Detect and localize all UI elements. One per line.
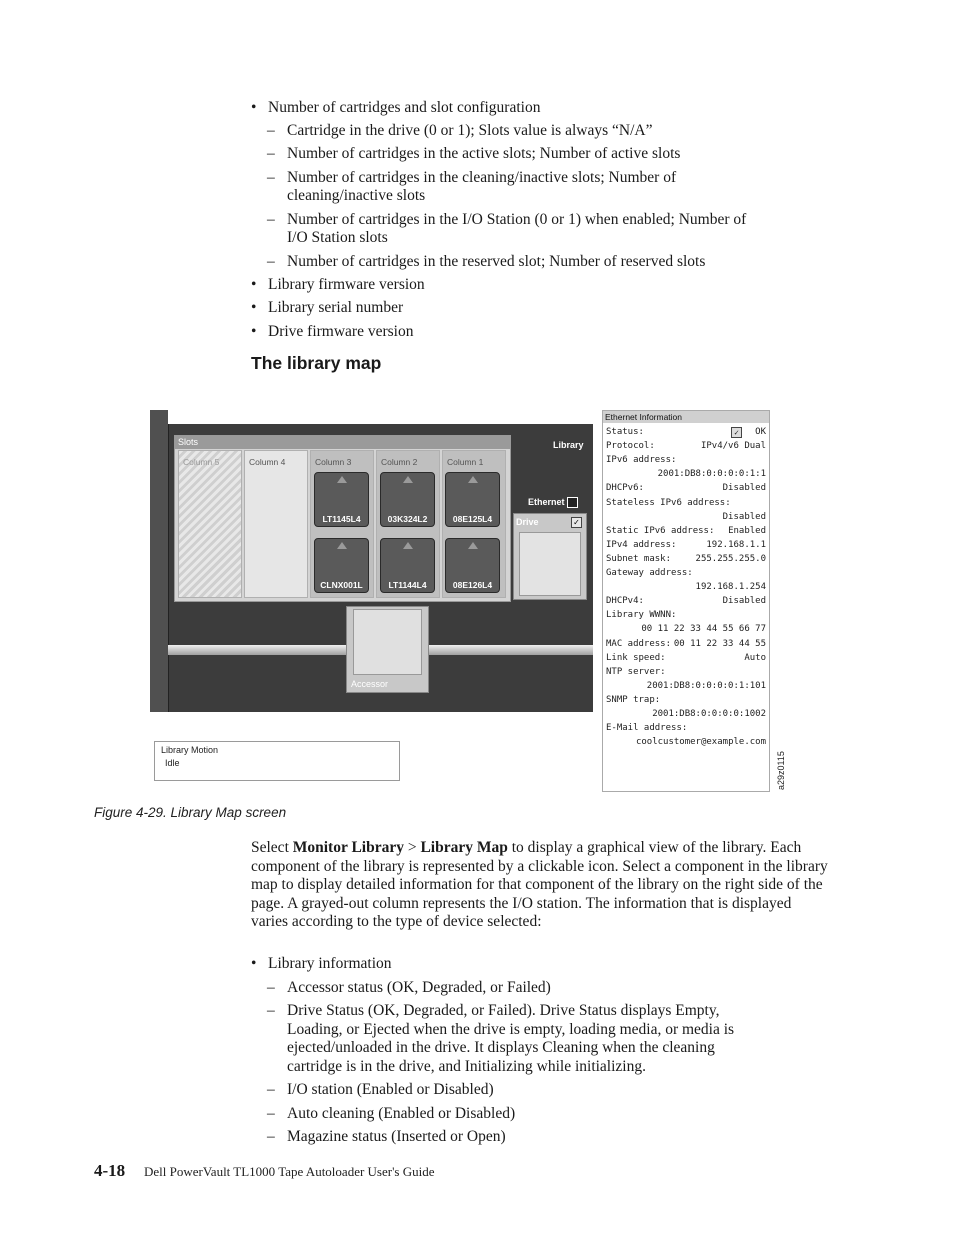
ethernet-info-key: Status: <box>606 427 644 437</box>
ethernet-info-value: Disabled <box>722 596 766 607</box>
ethernet-checkbox-icon <box>567 497 578 508</box>
ethernet-info-row <box>606 653 766 663</box>
accessor-body <box>353 609 422 675</box>
cartridge[interactable]: 08E125L4 <box>445 472 500 527</box>
list-subitem: – Number of cartridges in the cleaning/inactive slots; Number of <box>267 169 677 186</box>
ethernet-info-row <box>606 695 766 705</box>
ethernet-info-row <box>606 554 766 564</box>
ethernet-info-title: Ethernet Information <box>603 411 769 423</box>
check-icon: ✓ <box>731 427 742 438</box>
ethernet-info-key: Link speed: <box>606 652 666 663</box>
list-item: • Library serial number <box>251 299 404 316</box>
list-subitem: – Number of cartridges in the active slots; Number of active slots <box>267 145 681 162</box>
ethernet-info-key: Subnet mask: <box>606 553 672 564</box>
slots-header: Slots <box>175 436 510 449</box>
footer-title: Dell PowerVault TL1000 Tape Autoloader User's Guide <box>144 1164 435 1179</box>
list-subitem: – Accessor status (OK, Degraded, or Failed) <box>267 979 551 996</box>
cartridge-notch-icon <box>403 476 413 483</box>
library-motion-box: Library Motion Idle <box>154 741 400 781</box>
page-number: 4-18 <box>94 1161 126 1180</box>
cartridge-notch-icon <box>403 542 413 549</box>
cartridge-notch-icon <box>337 542 347 549</box>
ethernet-info-key: MAC address: <box>606 638 672 649</box>
ethernet-info-value: Auto <box>744 652 766 663</box>
ethernet-info-key: Stateless IPv6 address: <box>606 497 731 508</box>
ethernet-info-key: NTP server: <box>606 666 666 677</box>
drive-slot <box>519 532 581 596</box>
window-left-bar <box>150 410 169 712</box>
ethernet-info-key: Static IPv6 address: <box>606 525 715 536</box>
list-subitem: – I/O station (Enabled or Disabled) <box>267 1081 494 1098</box>
cartridge[interactable]: LT1144L4 <box>380 538 435 593</box>
column-2[interactable]: Column 2 <box>376 450 440 598</box>
ethernet-info-key: E-Mail address: <box>606 723 688 734</box>
ethernet-info-value: 2001:DB8:0:0:0:0:1:101 <box>646 680 766 691</box>
ethernet-label[interactable]: Ethernet <box>528 497 578 508</box>
ethernet-info-row <box>606 483 766 493</box>
body-paragraph: Select Monitor Library > Library Map to display a graphical view of the library. Each component of the library is represented by a clickable icon. Select a component in the library map to display detailed information for that component of the library on the right side of the page. A grayed-out column represents the I/O station. The information that is displayed varies according to the type of device selected: <box>251 839 828 931</box>
list-subitem-cont: cartridge is in the drive, and Initializing while initializing. <box>287 1058 646 1075</box>
list-subitem: – Number of cartridges in the reserved slot; Number of reserved slots <box>267 253 706 270</box>
ethernet-info-key: Gateway address: <box>606 568 693 578</box>
list-subitem: – Cartridge in the drive (0 or 1); Slots value is always “N/A” <box>267 122 653 139</box>
cartridge[interactable]: 03K324L2 <box>380 472 435 527</box>
ethernet-info-value: 2001:DB8:0:0:0:0:1:1 <box>657 469 766 480</box>
list-item: • Number of cartridges and slot configuration <box>251 99 541 116</box>
ethernet-info-key: IPv4 address: <box>606 539 677 550</box>
ethernet-info-key: DHCPv4: <box>606 596 644 607</box>
ethernet-info-row <box>606 526 766 536</box>
ethernet-info-value: coolcustomer@example.com <box>635 737 766 748</box>
list-subitem: – Auto cleaning (Enabled or Disabled) <box>267 1105 516 1122</box>
cartridge-notch-icon <box>337 476 347 483</box>
drive-panel[interactable]: Drive ✓ <box>513 513 587 600</box>
list-subitem-cont: ejected/unloaded in the drive. It displays Cleaning when the cleaning <box>287 1039 715 1056</box>
accessor[interactable]: Accessor <box>346 606 429 693</box>
ethernet-info-row <box>606 427 766 437</box>
cartridge[interactable]: LT1145L4 <box>314 472 369 527</box>
cartridge-notch-icon <box>468 542 478 549</box>
list-subitem-cont: cleaning/inactive slots <box>287 187 426 204</box>
column-1[interactable]: Column 1 <box>442 450 506 598</box>
cartridge-notch-icon <box>468 476 478 483</box>
ethernet-info-panel <box>602 410 770 792</box>
check-icon: ✓ <box>571 517 582 528</box>
ethernet-info-value: Disabled <box>722 511 766 522</box>
column-3[interactable]: Column 3 <box>310 450 374 598</box>
ethernet-info-row <box>606 455 766 465</box>
ethernet-info-value: Enabled <box>728 525 766 536</box>
ethernet-info-value: 00 11 22 33 44 55 <box>673 638 766 649</box>
ethernet-info-key: IPv6 address: <box>606 455 677 466</box>
list-item: • Drive firmware version <box>251 323 414 340</box>
ethernet-info-value: 255.255.255.0 <box>695 553 766 564</box>
ethernet-info-key: SNMP trap: <box>606 694 661 705</box>
column-5[interactable]: Column 5 <box>178 450 242 598</box>
slots-panel <box>174 435 511 602</box>
ethernet-info-key: Library WWNN: <box>606 610 677 621</box>
ethernet-info-value: OK <box>755 427 766 437</box>
ethernet-info-row <box>606 596 766 606</box>
ethernet-info-value: 00 11 22 33 44 55 66 77 <box>641 624 766 635</box>
window-top-strip <box>168 410 593 424</box>
ethernet-info-value: 192.168.1.1 <box>706 539 766 550</box>
ethernet-info-key: DHCPv6: <box>606 483 644 494</box>
figure-id: a29z0115 <box>776 751 786 790</box>
ethernet-info-row <box>606 723 766 733</box>
ethernet-info-row <box>606 498 766 508</box>
ethernet-info-row <box>606 540 766 550</box>
ethernet-info-row <box>606 667 766 677</box>
library-label[interactable]: Library <box>553 440 584 450</box>
ethernet-info-row <box>606 639 766 649</box>
list-item: • Library information <box>251 955 392 972</box>
ethernet-info-value: 2001:DB8:0:0:0:0:1002 <box>652 709 766 719</box>
ethernet-info-row <box>606 568 766 578</box>
cartridge[interactable]: CLNX001L <box>314 538 369 593</box>
ethernet-info-value: IPv4/v6 Dual <box>700 441 766 452</box>
section-heading: The library map <box>251 353 382 373</box>
ethernet-info-row <box>606 610 766 620</box>
ethernet-info-key: Protocol: <box>606 441 655 452</box>
column-4[interactable]: Column 4 <box>244 450 308 598</box>
list-subitem: – Magazine status (Inserted or Open) <box>267 1128 506 1145</box>
list-subitem: – Drive Status (OK, Degraded, or Failed). Drive Status displays Empty, <box>267 1002 720 1019</box>
ethernet-info-value: Disabled <box>722 483 766 494</box>
cartridge[interactable]: 08E126L4 <box>445 538 500 593</box>
list-subitem-cont: Loading, or Ejected when the drive is empty, loading media, or media is <box>287 1021 735 1038</box>
list-subitem: – Number of cartridges in the I/O Station (0 or 1) when enabled; Number of <box>267 211 747 228</box>
figure-caption: Figure 4-29. Library Map screen <box>94 805 287 820</box>
list-item: • Library firmware version <box>251 276 425 293</box>
ethernet-info-row <box>606 441 766 451</box>
ethernet-info-value: 192.168.1.254 <box>695 582 766 593</box>
list-subitem-cont: I/O Station slots <box>287 229 388 246</box>
